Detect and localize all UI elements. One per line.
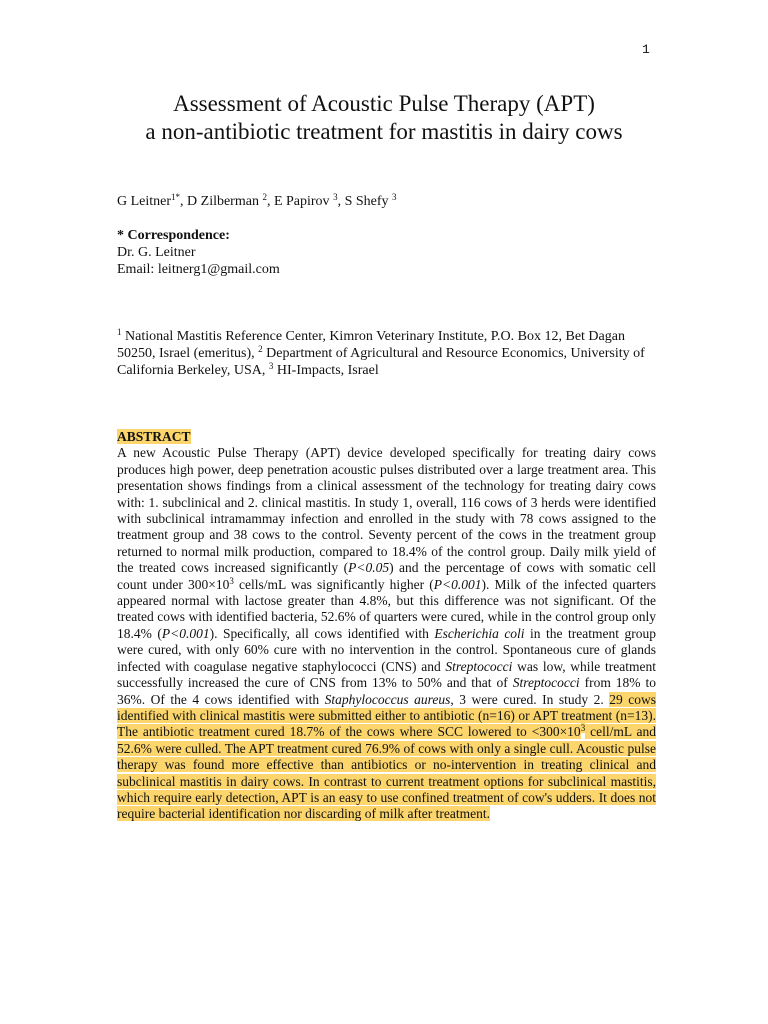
highlighted-text: 29 cows identified with clinical mastitis were submitted either to antibiotic (n=16) or APT treatment (n=13). The antibiotic treatment cured 18.7% of the cows where SCC lowered to <300×10 (117, 691, 656, 740)
abstract-text: from 18% to 36%. Of the 4 cows identified with (117, 675, 656, 707)
affiliation-text: National Mastitis Reference Center, Kimron Veterinary Institute, P.O. Box 12, Bet Dagan 50250, Israel (emeritus), (117, 329, 625, 361)
author-separator: , (266, 194, 274, 209)
abstract-text: in the treatment group were cured, with only 60% cure with no intervention in the control. Spontaneous cure of glands infected with coagulase negative staphylococci (CNS) and (117, 625, 656, 674)
page-number: 1 (642, 42, 650, 57)
abstract-body (117, 445, 656, 822)
p-value: P<0.05 (348, 560, 390, 576)
correspondence-email[interactable]: Email: leitnerg1@gmail.com (117, 262, 280, 277)
title-line-1: Assessment of Acoustic Pulse Therapy (APT) (173, 91, 595, 116)
species-name: Staphylococcus aureus (324, 691, 451, 707)
abstract-text: ). Specifically, all cows identified with (209, 625, 435, 641)
author-name: S Shefy (344, 194, 389, 209)
author-name: G Leitner (117, 194, 172, 209)
title-line-2: a non-antibiotic treatment for mastitis in dairy cows (145, 119, 623, 144)
affiliation-mark: 2 (258, 344, 263, 354)
author-list (117, 193, 397, 211)
author-affiliation-mark: 1* (171, 192, 181, 202)
species-name: Escherichia coli (434, 625, 525, 641)
affiliation-mark: 3 (268, 361, 274, 371)
highlighted-text: cell/mL and 52.6% were culled. The APT treatment cured 76.9% of cows with only a single cull. Acoustic pulse therapy was found more effective than antibiotics or no-intervention in treating clinical and subclinical mastitis in dairy cows. In contrast to current treatment options for subclinical mastitis, which require early detection, APT is an easy to use confined treatment of cow's udders. It does not require bacterial identification nor discarding of milk after treatment. (117, 724, 656, 822)
correspondence-block (117, 227, 280, 278)
abstract-text: was low, while treatment successfully increased the cure of CNS from 13% to 50% and that of (117, 658, 656, 691)
p-value: P<0.001 (433, 576, 482, 592)
exponent: 3 (229, 575, 234, 586)
author-affiliation-mark: 3 (333, 192, 338, 202)
abstract-text: , 3 were cured. In study 2. (450, 691, 610, 707)
abstract-text: ). Milk of the infected quarters appeared normal with lactose greater than 4.8%, but this difference was not significant. Of the treated cows with identified bacteria, 52.6% of quarters were cured, while in the control group only 18.4% ( (117, 576, 656, 641)
author-separator: , (337, 194, 345, 209)
species-name: Streptococci (512, 675, 580, 691)
abstract-text: ) and the percentage of cows with somatic cell count under 300×10 (117, 560, 656, 592)
correspondence-name: Dr. G. Leitner (117, 245, 196, 260)
p-value: P<0.001 (161, 625, 210, 641)
author-name: D Zilberman (187, 194, 259, 209)
exponent: 3 (580, 723, 586, 734)
correspondence-label: * Correspondence: (117, 228, 230, 243)
abstract-text: A new Acoustic Pulse Therapy (APT) device developed specifically for treating dairy cows produces high power, deep penetration acoustic pulses distributed over a large treatment area. This presentation shows findings from a clinical assessment of the technology for treating dairy cows with: 1. subclinical and 2. clinical mastitis. In study 1, overall, 116 cows of 3 herds were identified with subclinical intramammay infection and enrolled in the study with 78 cows assigned to the treatment group and 38 cows to the control. Seventy percent of the cows in the treatment group returned to normal milk production, compared to 18.4% of the control group. Daily milk yield of the treated cows increased significantly ( (117, 445, 656, 576)
author-affiliation-mark: 3 (392, 192, 397, 202)
paper-title (0, 90, 768, 146)
affiliation-text: HI-Impacts, Israel (276, 363, 379, 378)
abstract-section (117, 429, 656, 823)
abstract-text: cells/mL was significantly higher ( (233, 576, 434, 592)
affiliations (117, 328, 657, 379)
author-affiliation-mark: 2 (262, 192, 267, 202)
author-separator: , (180, 194, 188, 209)
affiliation-text: Department of Agricultural and Resource Economics, University of California Berkeley, USA, (117, 346, 645, 378)
author-name: E Papirov (273, 194, 330, 209)
abstract-heading: ABSTRACT (117, 429, 191, 444)
species-name: Streptococci (445, 658, 513, 674)
affiliation-mark: 1 (117, 327, 122, 337)
